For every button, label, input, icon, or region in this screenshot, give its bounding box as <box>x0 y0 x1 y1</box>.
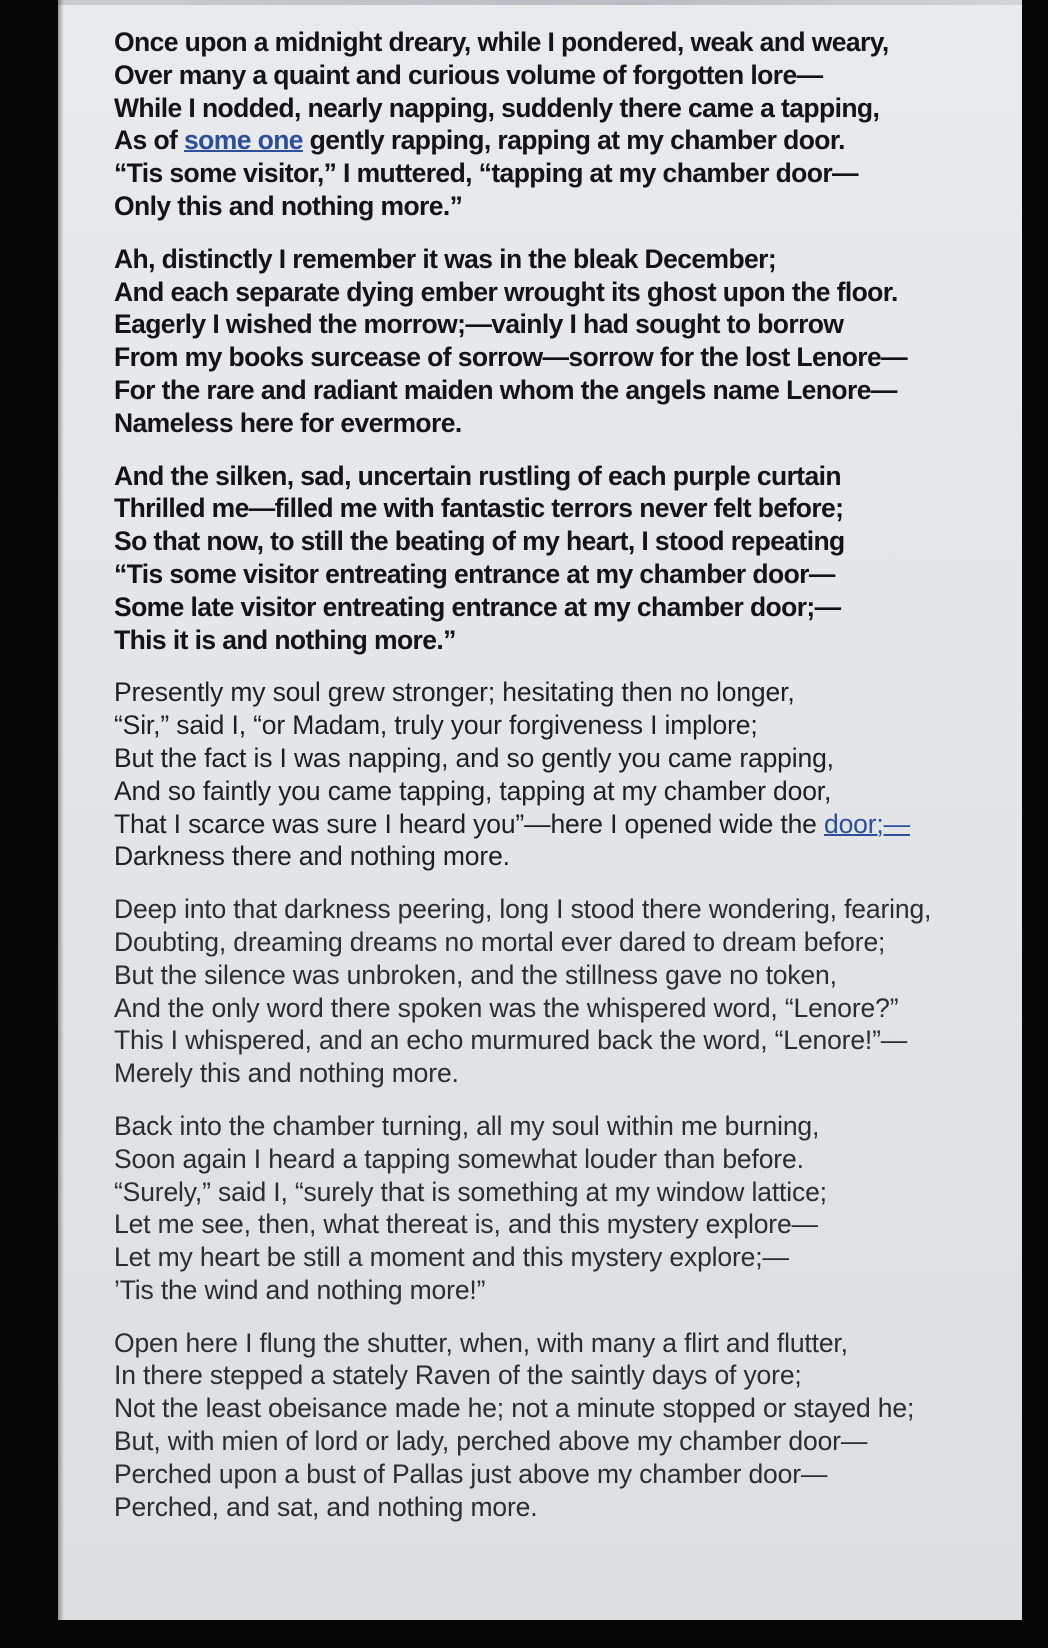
stanza-6 <box>114 1110 1004 1307</box>
poem-line: And the silken, sad, uncertain rustling of each purple curtain <box>114 460 842 491</box>
poem-line: Ah, distinctly I remember it was in the bleak December; <box>114 243 777 274</box>
stanza-7 <box>114 1327 1004 1524</box>
poem-line: And so faintly you came tapping, tapping at my chamber door, <box>114 775 832 806</box>
poem-line: So that now, to still the beating of my heart, I stood repeating <box>114 526 845 557</box>
poem-line: Let my heart be still a moment and this mystery explore;— <box>114 1242 789 1273</box>
poem-line: Soon again I heard a tapping somewhat louder than before. <box>114 1143 804 1174</box>
poem-line: Deep into that darkness peering, long I stood there wondering, fearing, <box>114 894 932 925</box>
door-link[interactable]: door;— <box>823 808 910 839</box>
page-top-edge <box>58 0 1022 5</box>
poem-line: Not the least obeisance made he; not a minute stopped or stayed he; <box>114 1393 915 1424</box>
poem-line: “Surely,” said I, “surely that is something at my window lattice; <box>114 1176 827 1207</box>
poem-line: Perched upon a bust of Pallas just above my chamber door— <box>114 1458 828 1489</box>
poem-line: As of some one gently rapping, rapping at my chamber door. <box>114 125 845 156</box>
poem-line: That I scarce was sure I heard you”—here I opened wide the door;— <box>114 808 910 839</box>
poem-line: Nameless here for evermore. <box>114 407 462 438</box>
page-edge-shadow <box>58 0 64 1620</box>
poem-line: “Tis some visitor entreating entrance at my chamber door— <box>114 558 835 589</box>
poem-line: For the rare and radiant maiden whom the angels name Lenore— <box>114 374 897 405</box>
poem-line: This it is and nothing more.” <box>114 624 456 655</box>
poem-line: And each separate dying ember wrought its ghost upon the floor. <box>114 276 898 307</box>
poem-line: In there stepped a stately Raven of the saintly days of yore; <box>114 1360 802 1391</box>
poem-line: Let me see, then, what thereat is, and this mystery explore— <box>114 1209 818 1240</box>
stanza-5 <box>114 893 1004 1090</box>
poem-line: “Tis some visitor,” I muttered, “tapping at my chamber door— <box>114 158 858 189</box>
poem-line: Only this and nothing more.” <box>114 190 463 221</box>
stanza-4 <box>114 676 1004 873</box>
stanza-2 <box>114 243 1004 440</box>
poem-line: Thrilled me—filled me with fantastic terrors never felt before; <box>114 493 844 524</box>
poem-line: Merely this and nothing more. <box>114 1058 459 1089</box>
poem-line: From my books surcease of sorrow—sorrow for the lost Lenore— <box>114 342 908 373</box>
poem-line: Presently my soul grew stronger; hesitating then no longer, <box>114 677 795 708</box>
poem-text <box>114 26 1004 1543</box>
poem-line: While I nodded, nearly napping, suddenly there came a tapping, <box>114 92 880 123</box>
poem-line: But, with mien of lord or lady, perched above my chamber door— <box>114 1426 868 1457</box>
poem-line: Doubting, dreaming dreams no mortal ever dared to dream before; <box>114 926 886 957</box>
poem-line: ’Tis the wind and nothing more!” <box>114 1274 486 1305</box>
poem-line: This I whispered, and an echo murmured back the word, “Lenore!”— <box>114 1025 908 1056</box>
document-page <box>58 0 1022 1620</box>
poem-line: But the fact is I was napping, and so gently you came rapping, <box>114 742 834 773</box>
poem-line: Eagerly I wished the morrow;—vainly I had sought to borrow <box>114 309 844 340</box>
stanza-1 <box>114 26 1004 223</box>
poem-line: Perched, and sat, and nothing more. <box>114 1491 538 1522</box>
poem-line: Darkness there and nothing more. <box>114 841 510 872</box>
poem-line: Some late visitor entreating entrance at my chamber door;— <box>114 591 841 622</box>
poem-line: And the only word there spoken was the whispered word, “Lenore?” <box>114 992 899 1023</box>
poem-line: But the silence was unbroken, and the stillness gave no token, <box>114 959 837 990</box>
poem-line: Back into the chamber turning, all my soul within me burning, <box>114 1110 820 1141</box>
poem-line: Over many a quaint and curious volume of forgotten lore— <box>114 59 823 90</box>
stanza-3 <box>114 460 1004 657</box>
some-one-link[interactable]: some one <box>184 125 303 156</box>
poem-line: Once upon a midnight dreary, while I pondered, weak and weary, <box>114 27 889 57</box>
poem-line: Open here I flung the shutter, when, with many a flirt and flutter, <box>114 1327 848 1358</box>
poem-line: “Sir,” said I, “or Madam, truly your forgiveness I implore; <box>114 710 758 741</box>
